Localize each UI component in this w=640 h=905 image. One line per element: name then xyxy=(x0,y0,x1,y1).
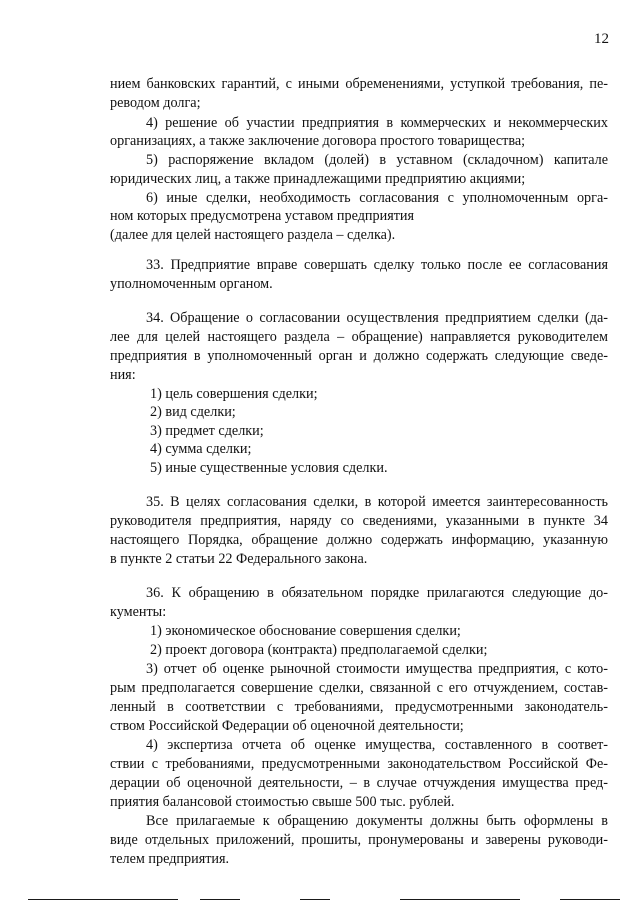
list-item: 4) сумма сделки; xyxy=(150,441,252,457)
text-line: юридических лиц, а также принадлежащими предприятию акциями; xyxy=(110,171,526,187)
text-line: предприятия в уполномоченный орган и должно содержать следующие сведе- xyxy=(110,348,608,364)
text-line: дерации об оценочной деятельности, – в случае отчуждения имущества пред- xyxy=(110,775,608,791)
text-line: 4) экспертиза отчета об оценке имущества, составленного в соответ- xyxy=(146,737,608,753)
text-line: лее для целей настоящего раздела – обращение) направляется руководителем xyxy=(110,329,608,345)
text-line: (далее для целей настоящего раздела – сделка). xyxy=(110,227,396,243)
text-line: 4) решение об участии предприятия в коммерческих и некоммерческих xyxy=(146,115,608,131)
list-item: 2) вид сделки; xyxy=(150,404,236,420)
text-line: 36. К обращению в обязательном порядке прилагаются следующие до- xyxy=(146,585,608,601)
text-line: 35. В целях согласования сделки, в которой имеется заинтересованность xyxy=(146,494,608,510)
list-item: 3) предмет сделки; xyxy=(150,423,264,439)
text-line: ния: xyxy=(110,367,136,383)
text-line: 33. Предприятие вправе совершать сделку только после ее согласования xyxy=(146,257,608,273)
text-line: кументы: xyxy=(110,604,167,620)
list-item: 2) проект договора (контракта) предполагаемой сделки; xyxy=(150,642,488,658)
scan-artifact-line xyxy=(400,899,520,900)
text-line: в пункте 2 статьи 22 Федерального закона. xyxy=(110,551,368,567)
text-line: 34. Обращение о согласовании осуществления предприятием сделки (да- xyxy=(146,310,608,326)
text-line: телем предприятия. xyxy=(110,851,230,867)
text-line: руководителя предприятия, наряду со сведениями, указанными в пункте 34 xyxy=(110,513,608,529)
scan-artifact-line xyxy=(560,899,620,900)
text-line: настоящего Порядка, обращение должно содержать информацию, указанную xyxy=(110,532,608,548)
text-line: ствии с требованиями, предусмотренными законодательством Российской Фе- xyxy=(110,756,608,772)
text-line: приятия балансовой стоимостью свыше 500 тыс. рублей. xyxy=(110,794,455,810)
text-line: 3) отчет об оценке рыночной стоимости имущества предприятия, с кото- xyxy=(146,661,608,677)
text-line: реводом долга; xyxy=(110,95,201,111)
text-line: виде отдельных приложений, прошиты, пронумерованы и заверены руководи- xyxy=(110,832,608,848)
text-line: нием банковских гарантий, с иными обременениями, уступкой требования, пе- xyxy=(110,76,608,92)
text-line: 5) распоряжение вкладом (долей) в уставном (складочном) капитале xyxy=(146,152,608,168)
page-number: 12 xyxy=(594,31,609,47)
text-line: рым предполагается совершение сделки, связанной с его отчуждением, состав- xyxy=(110,680,608,696)
text-line: 6) иные сделки, необходимость согласования с уполномоченным орга- xyxy=(146,190,608,206)
text-line: организациях, а также заключение договора простого товарищества; xyxy=(110,133,526,149)
list-item: 1) экономическое обоснование совершения сделки; xyxy=(150,623,461,639)
list-item: 1) цель совершения сделки; xyxy=(150,386,318,402)
scan-artifact-line xyxy=(200,899,240,900)
scan-artifact-line xyxy=(28,899,178,900)
scan-artifact-line xyxy=(300,899,330,900)
text-line: уполномоченным органом. xyxy=(110,276,273,292)
list-item: 5) иные существенные условия сделки. xyxy=(150,460,388,476)
text-line: ном которых предусмотрена уставом предприятия xyxy=(110,208,415,224)
text-line: Все прилагаемые к обращению документы должны быть оформлены в xyxy=(146,813,608,829)
text-line: ленный в соответствии с требованиями, предусмотренными законодатель- xyxy=(110,699,608,715)
text-line: ством Российской Федерации об оценочной деятельности; xyxy=(110,718,464,734)
